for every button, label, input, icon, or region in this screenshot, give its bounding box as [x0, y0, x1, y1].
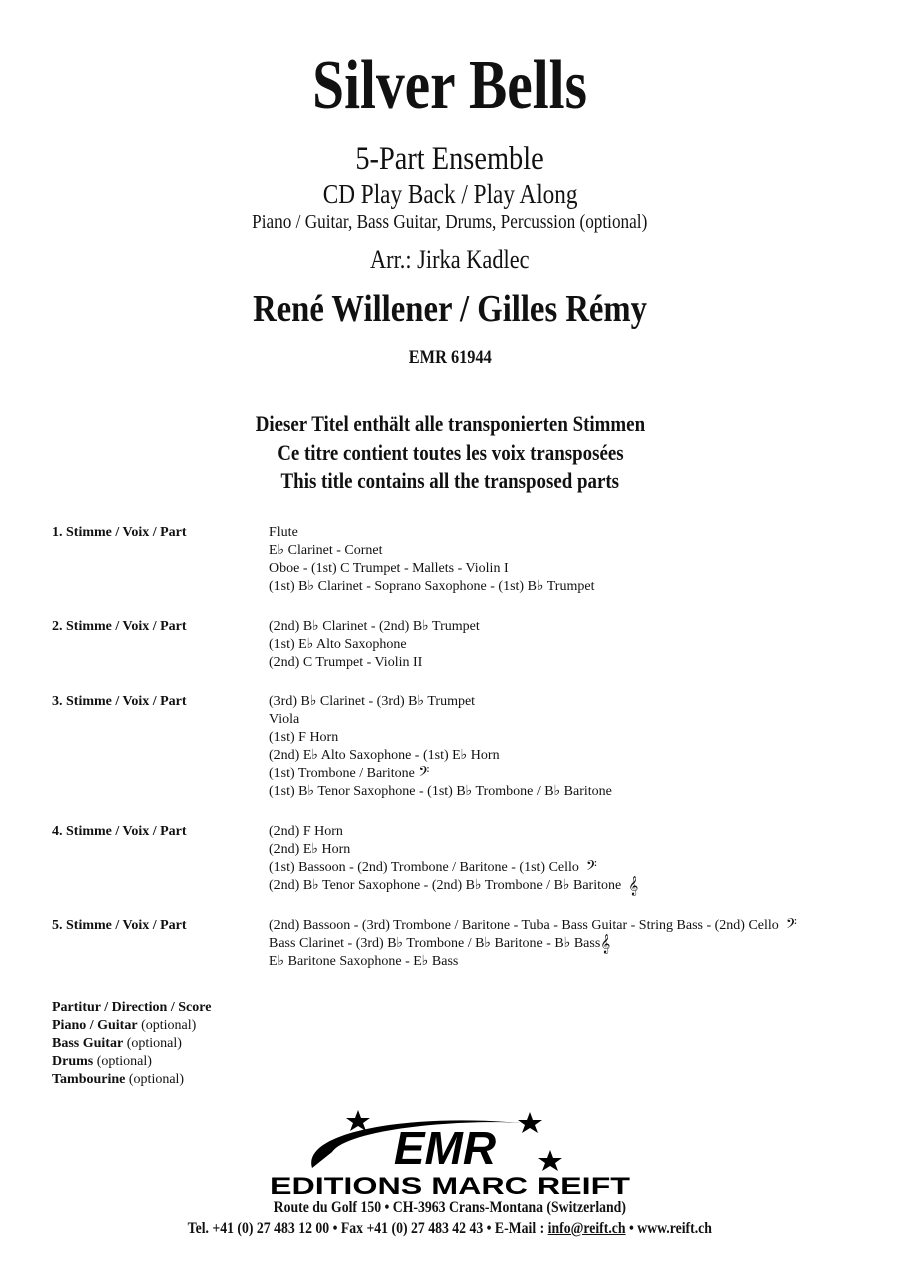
- drums-label: Drums: [52, 1054, 94, 1069]
- instrument-text: (2nd) B♭ Tenor Saxophone - (2nd) B♭ Trombone / B♭ Baritone: [269, 878, 622, 893]
- logo-star-left-icon: [346, 1110, 370, 1131]
- notice-german-text: Dieser Titel enthält alle transponierten Stimmen: [255, 411, 645, 436]
- instrument-line: (2nd) E♭ Alto Saxophone - (1st) E♭ Horn: [269, 748, 500, 763]
- logo-star-small-icon: [538, 1150, 562, 1171]
- playback-text: CD Play Back / Play Along: [322, 179, 578, 209]
- part-5-instruments: [269, 917, 797, 971]
- part-1-instruments: [269, 524, 594, 596]
- tambourine-line: [52, 1071, 211, 1089]
- accompaniment-text: Piano / Guitar, Bass Guitar, Drums, Percussion (optional): [252, 211, 648, 233]
- ensemble-subtitle-text: 5-Part Ensemble: [355, 141, 545, 177]
- arranger: [0, 244, 900, 276]
- logo-emr-text: EMR: [393, 1122, 497, 1174]
- arranger-text: Arr.: Jirka Kadlec: [370, 245, 530, 274]
- treble-clef-icon: 𝄞: [600, 934, 611, 954]
- part-2-instruments: [269, 618, 480, 672]
- optional-note: (optional): [141, 1018, 197, 1033]
- instrument-text: (2nd) Bassoon - (3rd) Trombone / Baritone - Tuba - Bass Guitar - String Bass - (2nd) Cello: [269, 918, 779, 933]
- instrument-line: (2nd) B♭ Clarinet - (2nd) B♭ Trumpet: [269, 619, 480, 634]
- treble-clef-icon: 𝄞: [628, 876, 639, 896]
- drums-line: [52, 1053, 211, 1071]
- instrument-line: E♭ Baritone Saxophone - E♭ Bass: [269, 954, 459, 969]
- part-5-label: 5. Stimme / Voix / Part: [52, 918, 187, 933]
- website-link[interactable]: • www.reift.ch: [629, 1220, 713, 1237]
- publisher-address: [0, 1198, 900, 1218]
- logo-star-right-icon: [518, 1112, 542, 1133]
- notice-english-text: This title contains all the transposed parts: [280, 468, 620, 493]
- bass-line: [52, 1035, 211, 1053]
- contact-text: Tel. +41 (0) 27 483 12 00 • Fax +41 (0) 27 483 42 43 • E-Mail :: [187, 1220, 545, 1237]
- bass-clef-icon: 𝄢: [418, 764, 430, 784]
- title: [0, 44, 900, 128]
- instrument-line: (1st) B♭ Tenor Saxophone - (1st) B♭ Trombone / B♭ Baritone: [269, 784, 612, 799]
- part-4-instruments: [269, 823, 638, 895]
- composers-text: René Willener / Gilles Rémy: [253, 288, 647, 330]
- bass-label: Bass Guitar: [52, 1036, 124, 1051]
- notice-french: [0, 439, 900, 467]
- piano-label: Piano / Guitar: [52, 1018, 138, 1033]
- part-3-instruments: [269, 693, 612, 801]
- instrument-line-with-clef: [269, 917, 797, 935]
- bass-clef-icon: 𝄢: [585, 858, 597, 878]
- ensemble-subtitle: [0, 139, 900, 179]
- instrument-line: Oboe - (1st) C Trumpet - Mallets - Violin I: [269, 561, 509, 576]
- instrument-line-with-clef: [269, 765, 612, 783]
- instrument-line: Viola: [269, 712, 300, 727]
- instrument-text: (1st) Trombone / Baritone: [269, 766, 415, 781]
- instrument-line: (1st) F Horn: [269, 730, 339, 745]
- optional-note: (optional): [96, 1054, 152, 1069]
- score-label: Partitur / Direction / Score: [52, 1000, 212, 1015]
- part-2-label: 2. Stimme / Voix / Part: [52, 619, 187, 634]
- instrument-line: (1st) E♭ Alto Saxophone: [269, 637, 407, 652]
- instrument-line: (2nd) C Trumpet - Violin II: [269, 655, 423, 670]
- instrument-text: (1st) Bassoon - (2nd) Trombone / Baritone - (1st) Cello: [269, 860, 579, 875]
- optional-note: (optional): [128, 1072, 185, 1087]
- piano-line: [52, 1017, 211, 1035]
- part-1-label: 1. Stimme / Voix / Part: [52, 525, 187, 540]
- publisher-name: EDITIONS MARC REIFT: [270, 1173, 631, 1198]
- composers: [0, 286, 900, 332]
- email-link[interactable]: info@reift.ch: [547, 1220, 626, 1237]
- bass-clef-icon: 𝄢: [785, 916, 797, 936]
- part-4-label: 4. Stimme / Voix / Part: [52, 824, 187, 839]
- notice-french-text: Ce titre contient toutes les voix transposées: [276, 440, 624, 465]
- accompaniment-line: [0, 210, 900, 234]
- address-text: Route du Golf 150 • CH-3963 Crans-Montana (Switzerland): [273, 1199, 627, 1216]
- part-3-label: 3. Stimme / Voix / Part: [52, 694, 187, 709]
- publisher-contact: [0, 1219, 900, 1239]
- tambourine-label: Tambourine: [52, 1072, 126, 1087]
- title-text: Silver Bells: [312, 47, 588, 124]
- instrument-line: (1st) B♭ Clarinet - Soprano Saxophone - (1st) B♭ Trumpet: [269, 579, 595, 594]
- instrument-text: Bass Clarinet - (3rd) B♭ Trombone / B♭ Baritone - B♭ Bass: [269, 936, 601, 951]
- instrument-line-with-clef: [269, 935, 797, 953]
- publisher-logo: [240, 1108, 660, 1198]
- instrument-line-with-clef: [269, 877, 638, 895]
- notice-german: [0, 410, 900, 438]
- instrument-line: (3rd) B♭ Clarinet - (3rd) B♭ Trumpet: [269, 694, 476, 709]
- optional-note: (optional): [126, 1036, 182, 1051]
- playback-line: [0, 178, 900, 210]
- instrument-line-with-clef: [269, 859, 638, 877]
- additional-parts: [52, 999, 211, 1089]
- instrument-line: (2nd) E♭ Horn: [269, 842, 351, 857]
- instrument-line: E♭ Clarinet - Cornet: [269, 543, 383, 558]
- instrument-line: (2nd) F Horn: [269, 824, 343, 839]
- instrument-line: Flute: [269, 525, 298, 540]
- catalog-number-text: EMR 61944: [408, 347, 492, 368]
- notice-english: [0, 467, 900, 495]
- score-line: [52, 999, 211, 1017]
- catalog-number: [0, 346, 900, 370]
